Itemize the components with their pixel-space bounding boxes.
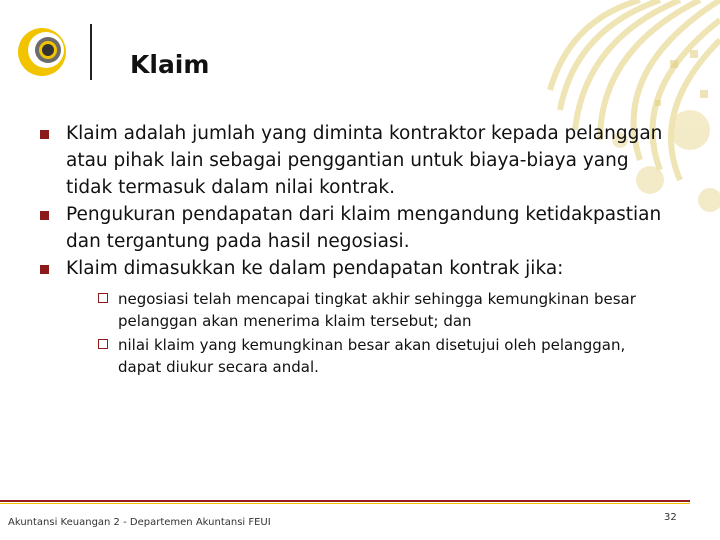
bullet-text: Klaim adalah jumlah yang diminta kontraktor kepada pelanggan atau pihak lain sebagai penggantian untuk biaya-biaya yang tidak termasuk dalam nilai kontrak.: [66, 123, 663, 198]
bullet-square-icon: [40, 265, 49, 274]
bullet-square-icon: [40, 211, 49, 220]
sub-bullet-text: nilai klaim yang kemungkinan besar akan disetujui oleh pelanggan, dapat diukur secara andal.: [118, 336, 626, 376]
footer-text: Akuntansi Keuangan 2 - Departemen Akuntansi FEUI: [8, 517, 271, 528]
bullet-item: [36, 201, 666, 255]
bullet-square-icon: [40, 130, 49, 139]
footer-divider-accent: [0, 503, 690, 504]
sub-bullet-item: [96, 288, 666, 332]
sub-bullet-item: [96, 334, 666, 378]
university-logo-icon: [14, 24, 70, 80]
slide-content: [36, 120, 666, 378]
page-number: 32: [664, 512, 677, 523]
sub-bullet-text: negosiasi telah mencapai tingkat akhir sehingga kemungkinan besar pelanggan akan menerima klaim tersebut; dan: [118, 290, 636, 330]
header-divider: [90, 24, 92, 80]
bullet-item: [36, 120, 666, 201]
bullet-text: Klaim dimasukkan ke dalam pendapatan kontrak jika:: [66, 258, 564, 279]
footer-divider: [0, 500, 690, 502]
slide-title: Klaim: [130, 50, 210, 79]
hollow-square-bullet-icon: [98, 339, 108, 349]
bullet-text: Pengukuran pendapatan dari klaim mengandung ketidakpastian dan tergantung pada hasil negosiasi.: [66, 204, 662, 252]
hollow-square-bullet-icon: [98, 293, 108, 303]
sub-bullet-list: [36, 288, 666, 378]
bullet-item: [36, 255, 666, 282]
